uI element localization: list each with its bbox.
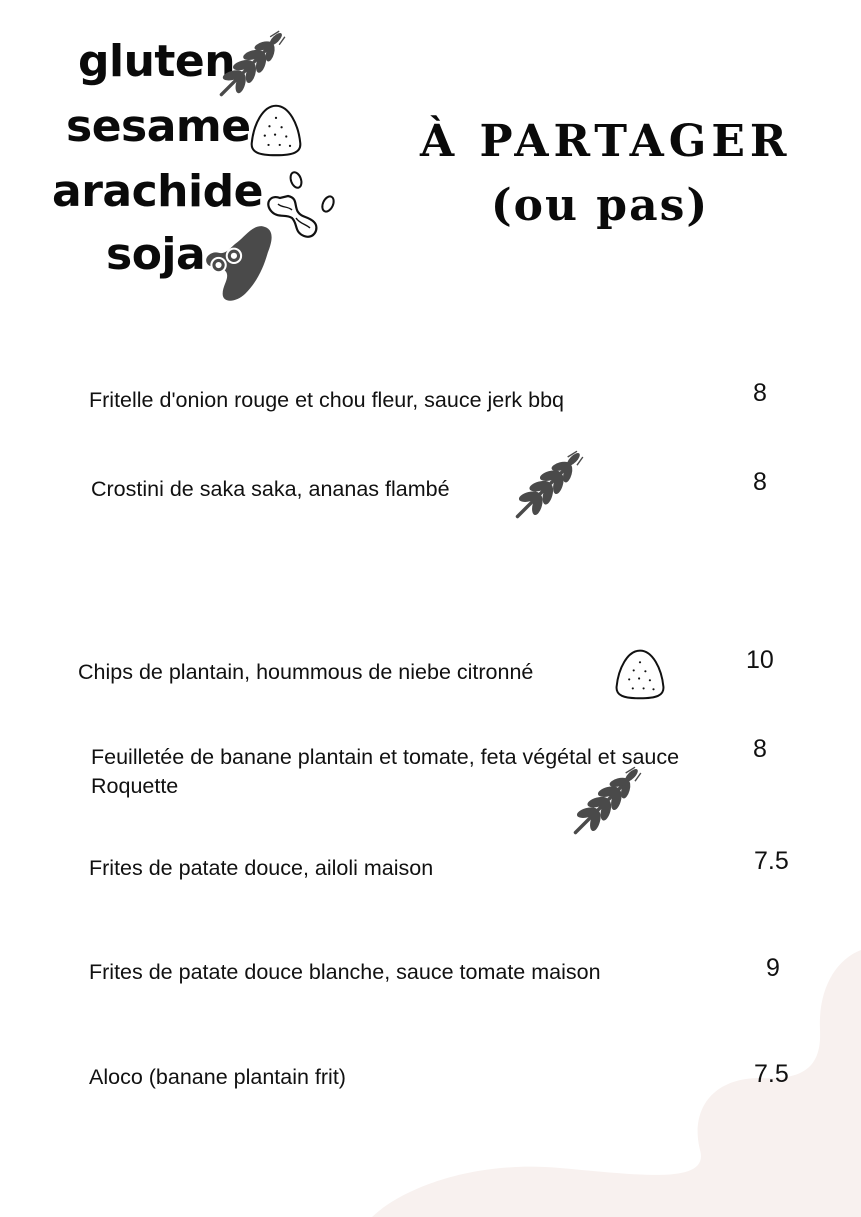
sesame-seed-icon (613, 647, 667, 701)
wheat-icon (572, 766, 642, 836)
legend-label-gluten: gluten (78, 36, 236, 87)
item-name: Aloco (banane plantain frit) (89, 1065, 346, 1089)
item-price: 10 (746, 646, 774, 674)
item-name: Frites de patate douce, ailoli maison (89, 856, 434, 880)
wheat-icon (218, 30, 286, 98)
item-name: Chips de plantain, hoummous de niebe citronné (78, 660, 534, 684)
item-price: 9 (766, 954, 780, 982)
soybean-icon (196, 222, 278, 304)
item-name: Frites de patate douce blanche, sauce tomate maison (89, 960, 601, 984)
item-price: 7.5 (754, 1060, 789, 1088)
item-name: Fritelle d'onion rouge et chou fleur, sauce jerk bbq (89, 388, 565, 412)
wheat-icon (514, 450, 584, 520)
legend-label-arachide: arachide (52, 166, 263, 217)
legend-label-soja: soja (106, 229, 206, 280)
legend-label-sesame: sesame (66, 101, 251, 152)
section-title: À PARTAGER (420, 116, 792, 167)
section-subtitle: (ou pas) (490, 180, 710, 231)
item-name: Feuilletée de banane plantain et tomate, feta végétal et sauce Roquette (91, 745, 680, 798)
sesame-seed-icon (248, 102, 304, 158)
item-price: 8 (753, 468, 767, 496)
item-price: 8 (753, 379, 767, 407)
item-name: Crostini de saka saka, ananas flambé (91, 477, 450, 501)
item-price: 7.5 (754, 847, 789, 875)
item-price: 8 (753, 735, 767, 763)
